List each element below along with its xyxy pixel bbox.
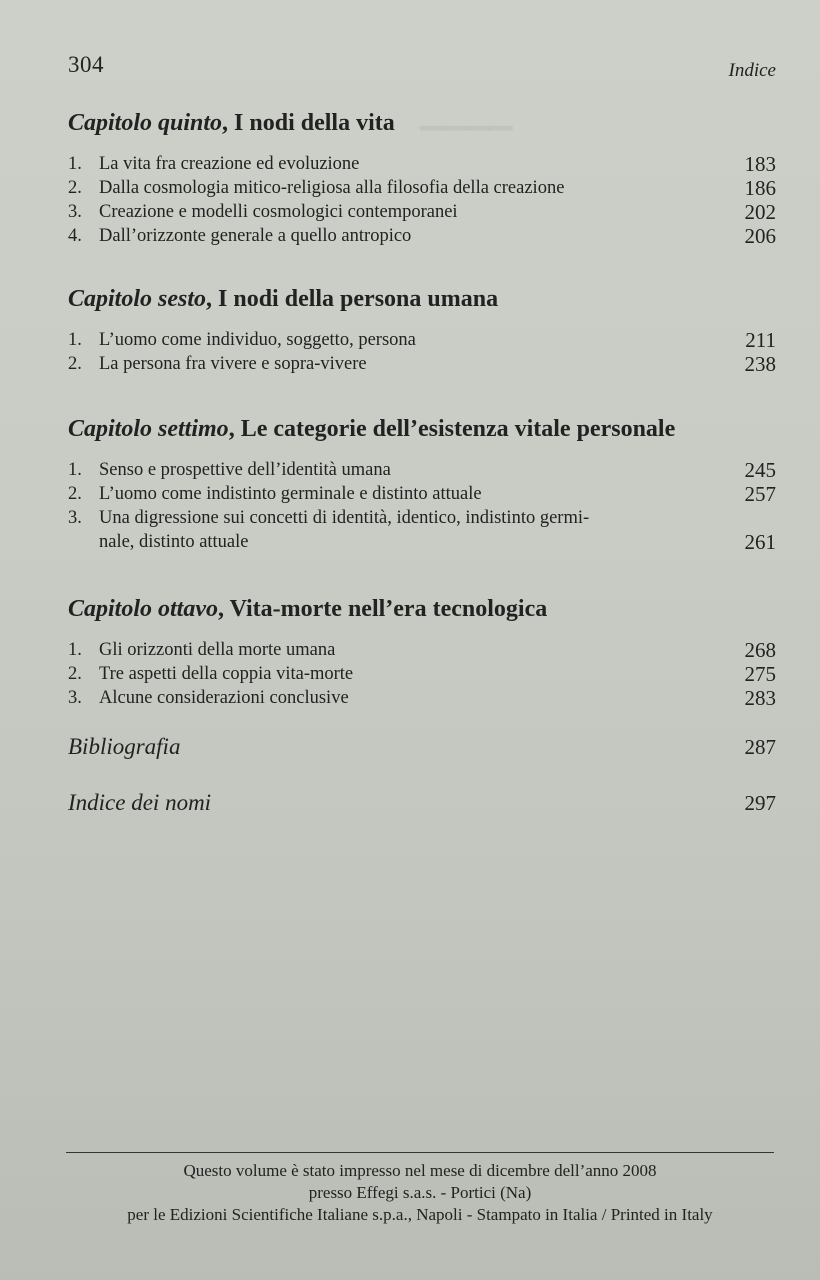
entry-number: 4.	[68, 226, 82, 246]
chapter-title	[68, 414, 776, 444]
entry-number: 2.	[68, 484, 82, 504]
chapter-title	[68, 108, 776, 138]
chapter-label: Capitolo ottavo	[68, 596, 218, 622]
colophon	[62, 1160, 778, 1226]
entry-number: 3.	[68, 202, 82, 222]
entry-number: 3.	[68, 688, 82, 708]
entry-page: 261	[744, 530, 776, 554]
entry-page: 211	[745, 328, 776, 352]
colophon-line: per le Edizioni Scientifiche Italiane s.p.a., Napoli - Stampato in Italia / Printed in Italy	[127, 1205, 713, 1224]
entry-number: 1.	[68, 640, 82, 660]
toc-entry	[68, 506, 776, 554]
chapter-subject: , I nodi della persona umana	[206, 286, 499, 312]
entry-page: 238	[744, 352, 776, 376]
toc-entry	[68, 458, 776, 482]
chapter-subject: , Le categorie dell’esistenza vitale personale	[228, 416, 676, 442]
entry-page: 257	[744, 482, 776, 506]
chapter-label: Capitolo sesto	[68, 286, 207, 312]
chapter-quinto	[68, 108, 776, 248]
entry-page: 283	[744, 686, 776, 710]
chapter-title	[68, 284, 776, 314]
chapter-label: Capitolo quinto	[68, 110, 223, 136]
entry-number: 1.	[68, 154, 82, 174]
toc-entry	[68, 662, 776, 686]
chapter-settimo	[68, 414, 776, 554]
toc-entry	[68, 224, 776, 248]
entry-title: Alcune considerazioni conclusive	[99, 688, 349, 708]
entry-title: L’uomo come indistinto germinale e distinto attuale	[99, 484, 482, 504]
entry-title: Dall’orizzonte generale a quello antropico	[99, 226, 412, 246]
page-number: 304	[68, 52, 104, 77]
entry-title: Dalla cosmologia mitico-religiosa alla filosofia della creazione	[99, 178, 565, 198]
entry-title: Gli orizzonti della morte umana	[99, 640, 336, 660]
show-through-decoration: ▁▁▁▁	[420, 97, 513, 130]
running-head: Indice	[728, 60, 776, 81]
entry-page: 186	[744, 176, 776, 200]
chapter-sesto	[68, 284, 776, 376]
toc-entry	[68, 152, 776, 176]
entry-number: 2.	[68, 354, 82, 374]
backmatter-label: Bibliografia	[68, 734, 181, 759]
entry-number: 1.	[68, 330, 82, 350]
entry-title: La persona fra vivere e sopra-vivere	[99, 354, 367, 374]
entry-number: 2.	[68, 178, 82, 198]
entry-title-line: Una digressione sui concetti di identità, identico, indistinto germi-	[99, 508, 590, 528]
toc-entry	[68, 686, 776, 710]
backmatter-page: 297	[744, 791, 776, 815]
entry-page: 268	[744, 638, 776, 662]
backmatter-bibliografia	[68, 734, 776, 760]
entry-title: Tre aspetti della coppia vita-morte	[99, 664, 354, 684]
chapter-subject: , I nodi della vita	[222, 110, 395, 136]
backmatter-page: 287	[744, 735, 776, 759]
chapter-title	[68, 594, 776, 624]
toc-entry	[68, 352, 776, 376]
entry-title: Creazione e modelli cosmologici contemporanei	[99, 202, 458, 222]
toc-entry	[68, 200, 776, 224]
entry-page: 245	[744, 458, 776, 482]
entry-page: 202	[744, 200, 776, 224]
entry-page: 206	[744, 224, 776, 248]
entry-number: 3.	[68, 508, 82, 528]
chapter-ottavo	[68, 594, 776, 710]
entry-page: 275	[744, 662, 776, 686]
colophon-divider	[66, 1152, 774, 1153]
backmatter-indice-nomi	[68, 790, 776, 816]
entry-title: Senso e prospettive dell’identità umana	[99, 460, 391, 480]
entry-number: 1.	[68, 460, 82, 480]
toc-entry	[68, 176, 776, 200]
entry-title-line: nale, distinto attuale	[99, 532, 249, 552]
chapter-subject: , Vita-morte nell’era tecnologica	[218, 596, 548, 622]
colophon-line: presso Effegi s.a.s. - Portici (Na)	[308, 1183, 532, 1202]
backmatter-label: Indice dei nomi	[68, 790, 212, 815]
entry-title: L’uomo come individuo, soggetto, persona	[99, 330, 416, 350]
colophon-line: Questo volume è stato impresso nel mese di dicembre dell’anno 2008	[183, 1161, 657, 1180]
entry-page: 183	[744, 152, 776, 176]
toc-entry	[68, 638, 776, 662]
entry-number: 2.	[68, 664, 82, 684]
toc-entry	[68, 328, 776, 352]
toc-entry	[68, 482, 776, 506]
entry-title: La vita fra creazione ed evoluzione	[99, 154, 360, 174]
entry-title	[99, 506, 737, 554]
chapter-label: Capitolo settimo	[68, 416, 229, 442]
